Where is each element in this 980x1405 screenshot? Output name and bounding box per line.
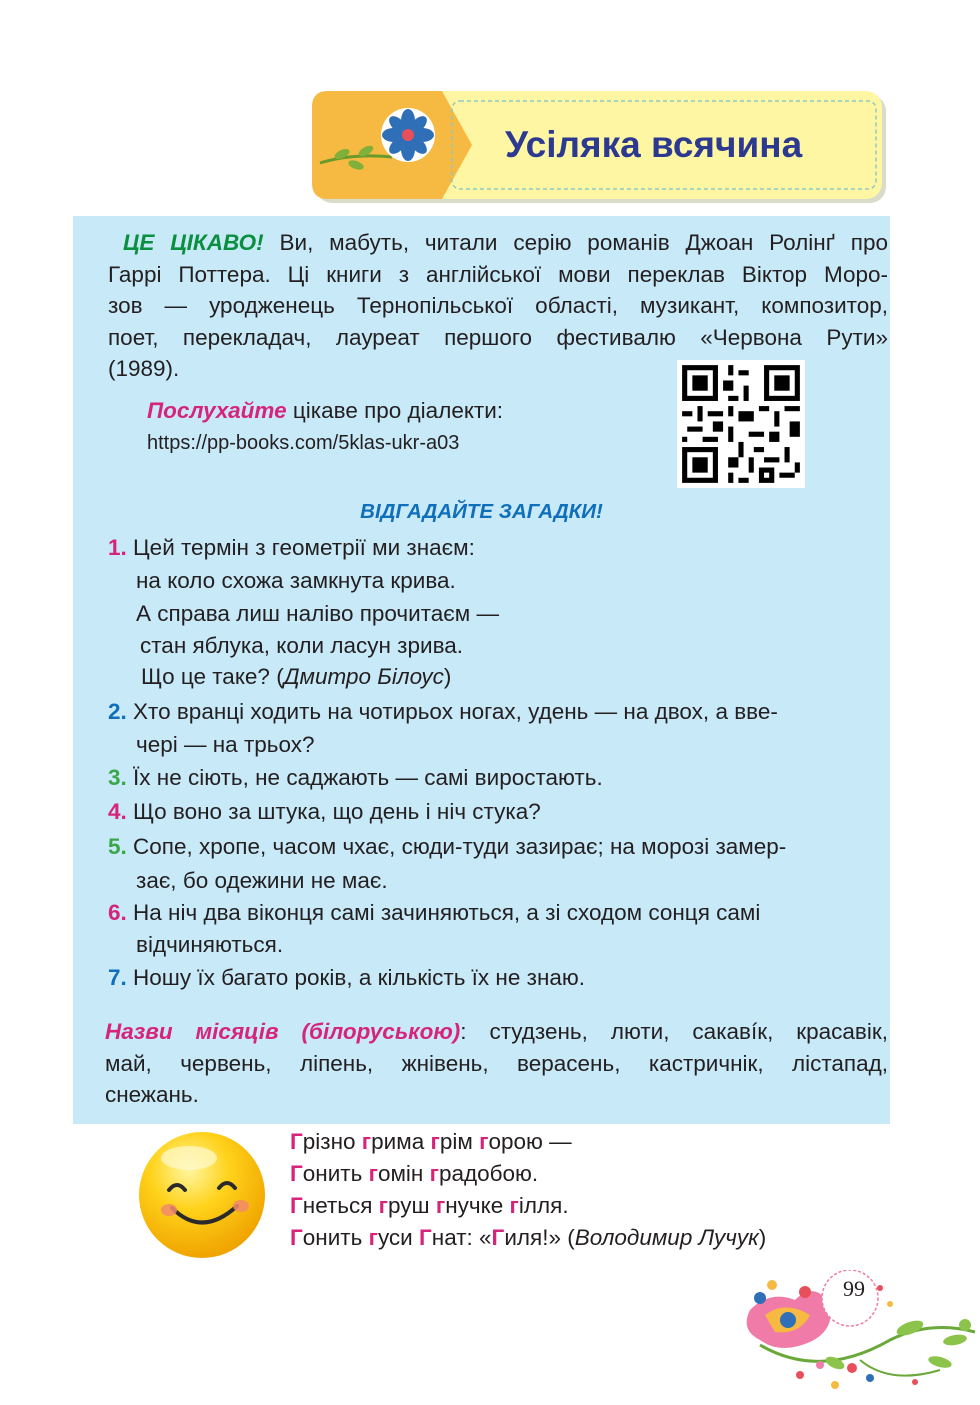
riddle-text: Цей термін з геометрії ми знаєм: [133,535,475,560]
months-paragraph [105,1016,888,1111]
riddle-number: 5. [108,834,127,859]
listen-line [147,398,503,424]
months-label: Назви місяців (білоруською) [105,1019,461,1044]
twister-letter: г [435,1193,446,1218]
twister-letter: Г [419,1225,432,1250]
twister-word: рім [439,1129,480,1154]
riddle-text: відчиняються. [136,932,284,957]
riddle-text: чері — на трьох? [136,732,315,757]
riddle-2 [108,699,778,725]
twister-word: різно [302,1129,362,1154]
smiley-icon [137,1130,267,1260]
fact-line: (1989). [108,356,180,381]
riddle-number: 7. [108,965,127,990]
riddle-number: 3. [108,765,127,790]
twister-line [290,1161,538,1187]
riddle-7 [108,965,585,991]
twister-word: онить [302,1225,369,1250]
twister-letter: Г [290,1193,303,1218]
twister-line [290,1225,766,1251]
months-line: : студзень, люти, сакавíк, красавік, [460,1019,888,1044]
twister-line [290,1193,569,1219]
riddle-text [141,664,451,690]
twister-letter: г [479,1129,489,1154]
twister-word: неться [302,1193,379,1218]
twister-word: ілля. [518,1193,569,1218]
twister-letter: Г [491,1225,505,1250]
twister-letter: г [430,1129,440,1154]
riddle-text: Сопе, хропе, часом чхає, сюди-туди зазирає; на морозі замер- [133,834,787,859]
riddle-text: Їх не сіють, не саджають — самі виростають. [133,765,603,790]
fact-line: зов — уродженець Тернопільської області, музикант, композитор, [108,293,888,318]
fact-line: Гаррі Поттера. Ці книги з англійської мови переклав Віктор Моро- [108,261,888,287]
twister-word: рима [371,1129,431,1154]
riddle-4 [108,799,541,825]
riddle-author: Дмитро Білоус [283,664,444,689]
twister-letter: г [509,1193,519,1218]
twister-word: иля!» ( [504,1225,575,1250]
twister-close: ) [758,1225,767,1250]
page-number: 99 [843,1276,865,1301]
twister-letter: г [378,1193,389,1218]
riddle-text: А справа лиш наліво прочитаєм — [136,601,499,626]
fact-line: поет, перекладач, лауреат першого фестивалю «Червона Рути» [108,324,888,350]
twister-word: уси [377,1225,420,1250]
riddle-close: ) [443,664,452,689]
twister-word: омін [377,1161,430,1186]
fact-line: Ви, мабуть, читали серію романів Джоан Ролінґ про [263,230,889,255]
twister-letter: г [368,1225,378,1250]
riddle-text: Ношу їх багато років, а кількість їх не знаю. [133,965,586,990]
twister-author: Володимир Лучук [574,1225,759,1250]
twister-letter: Г [290,1161,303,1186]
riddle-question: Що це таке? ( [141,664,284,689]
twister-letter: г [361,1129,372,1154]
twister-letter: Г [290,1225,303,1250]
listen-label: Послухайте [147,398,287,423]
riddle-5 [108,834,786,860]
page-title: Усіляка всячина [505,124,803,165]
months-line: снежань. [105,1082,199,1107]
flower-icon [381,108,435,162]
fact-label: ЦЕ ЦІКАВО! [123,230,264,255]
twister-word: радобою. [438,1161,539,1186]
riddle-text: Що воно за штука, що день і ніч стука? [133,799,541,824]
twister-letter: г [429,1161,439,1186]
listen-url[interactable]: https://pp-books.com/5klas-ukr-a03 [147,432,460,454]
twister-word: онить [302,1161,369,1186]
twister-line [290,1129,572,1155]
riddle-text: Хто вранці ходить на чотирьох ногах, удень — на двох, а вве- [133,699,778,724]
riddle-text: зає, бо одежини не має. [136,868,388,893]
listen-text: цікаве про діалекти: [286,398,504,423]
twister-word: нучке [445,1193,510,1218]
riddle-6 [108,900,760,926]
riddle-text: стан яблука, коли ласун зрива. [140,633,464,658]
twister-letter: Г [290,1129,303,1154]
riddle-text: На ніч два віконця самі зачиняються, а зі сходом сонця самі [133,900,761,925]
twister-word: нат: « [431,1225,492,1250]
twister-word: орою — [488,1129,572,1154]
riddle-number: 1. [108,535,127,560]
twister-letter: г [368,1161,378,1186]
riddle-number: 2. [108,699,127,724]
riddle-text: на коло схожа замкнута крива. [136,568,456,593]
months-line: май, червень, ліпень, жнівень, верасень, кастричнік, лістапад, [105,1050,888,1076]
riddle-3 [108,765,603,791]
qr-code-icon[interactable] [677,360,805,488]
riddle-number: 4. [108,799,127,824]
twister-word: руш [388,1193,436,1218]
riddles-heading: ВІДГАДАЙТЕ ЗАГАДКИ! [360,500,603,523]
riddle-number: 6. [108,900,127,925]
riddle-1 [108,535,475,561]
